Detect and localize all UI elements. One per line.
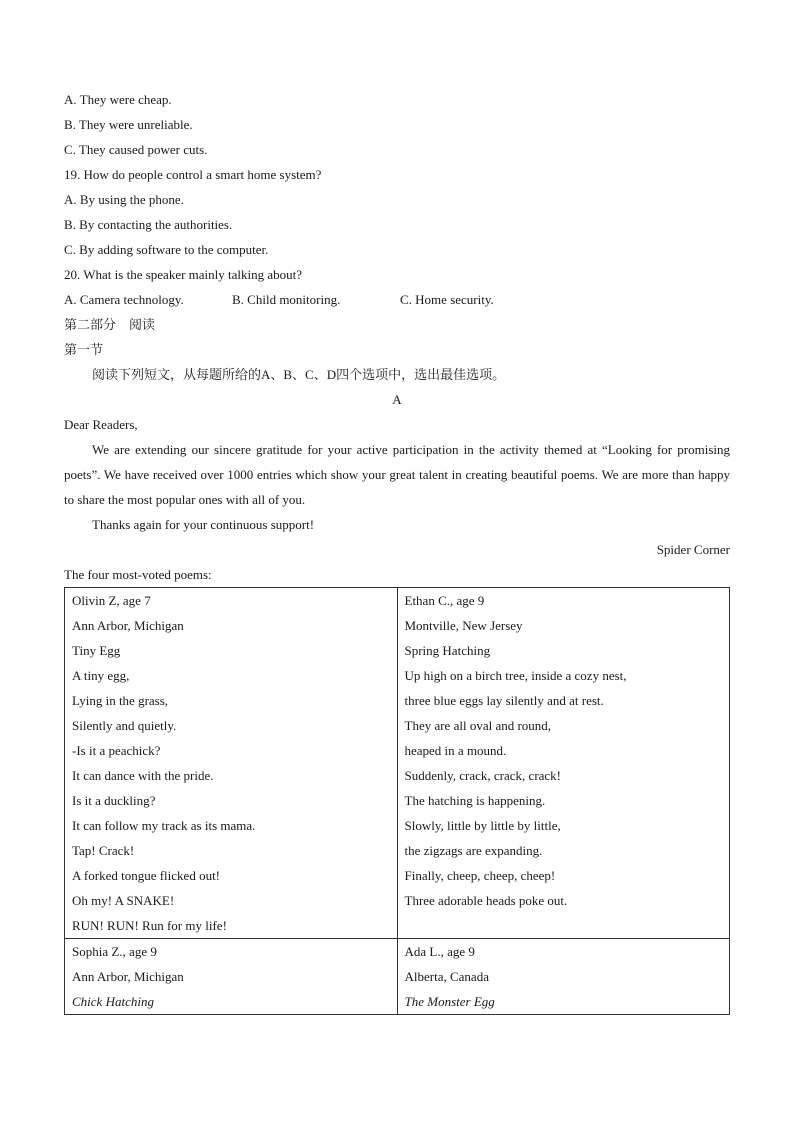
- poem-cell-2: [397, 588, 730, 939]
- poem-3-author: Sophia Z., age 9: [72, 944, 157, 959]
- poem-2-line: They are all oval and round,: [404, 718, 552, 733]
- poem-4-title: The Monster Egg: [404, 994, 495, 1009]
- q18-option-c: C. They caused power cuts.: [64, 142, 208, 157]
- poem-1-line: -Is it a peachick?: [72, 743, 161, 758]
- poem-2-line: Up high on a birch tree, inside a cozy nest,: [404, 668, 627, 683]
- passage-label: A: [392, 392, 402, 407]
- poem-1-line: A forked tongue flicked out!: [72, 868, 221, 883]
- table-row: [65, 939, 730, 1015]
- poem-4-author: Ada L., age 9: [404, 944, 475, 959]
- poem-cell-1: [65, 588, 398, 939]
- poem-2-line: Three adorable heads poke out.: [404, 893, 568, 908]
- poem-2-author: Ethan C., age 9: [404, 593, 485, 608]
- poem-1-line: It can dance with the pride.: [72, 768, 214, 783]
- poem-2-line: three blue eggs lay silently and at rest.: [404, 693, 604, 708]
- q19-option-a: A. By using the phone.: [64, 192, 184, 207]
- q19-option-c: C. By adding software to the computer.: [64, 242, 269, 257]
- poem-1-line: Oh my! A SNAKE!: [72, 893, 175, 908]
- poem-2-line: heaped in a mound.: [404, 743, 507, 758]
- exam-page: [64, 87, 730, 1015]
- q19-question: 19. How do people control a smart home system?: [64, 167, 322, 182]
- poem-3-title: Chick Hatching: [72, 994, 154, 1009]
- table-caption: The four most-voted poems:: [64, 567, 212, 582]
- poem-4-place: Alberta, Canada: [404, 969, 489, 984]
- poem-2-line: Slowly, little by little by little,: [404, 818, 561, 833]
- q18-option-a: A. They were cheap.: [64, 92, 172, 107]
- q20-option-a: A. Camera technology.: [64, 292, 184, 307]
- letter-greeting: Dear Readers,: [64, 417, 138, 432]
- poem-1-title: Tiny Egg: [72, 643, 121, 658]
- q20-options: [64, 287, 730, 312]
- letter-body: We are extending our sincere gratitude for your active participation in the activity themed at “Looking for promising poets”. We have received over 1000 entries which show your great talent in creating beautiful poems. We are more than happy to share the most popular ones with all of you.: [64, 442, 730, 507]
- poem-1-author: Olivin Z, age 7: [72, 593, 151, 608]
- poem-cell-3: [65, 939, 398, 1015]
- poem-2-line: The hatching is happening.: [404, 793, 546, 808]
- poems-table: [64, 587, 730, 1015]
- part-heading: 第二部分 阅读: [64, 317, 156, 332]
- letter-signature: Spider Corner: [656, 542, 730, 557]
- poem-cell-4: [397, 939, 730, 1015]
- q20-option-c: C. Home security.: [400, 292, 494, 307]
- table-row: [65, 588, 730, 939]
- letter-thanks: Thanks again for your continuous support!: [92, 517, 315, 532]
- poem-1-place: Ann Arbor, Michigan: [72, 618, 184, 633]
- poem-1-line: Silently and quietly.: [72, 718, 177, 733]
- reading-instruction: 阅读下列短文，从每题所给的A、B、C、D四个选项中，选出最佳选项。: [92, 367, 506, 382]
- poem-1-line: RUN! RUN! Run for my life!: [72, 918, 227, 933]
- poem-2-line: Suddenly, crack, crack, crack!: [404, 768, 562, 783]
- poem-2-title: Spring Hatching: [404, 643, 491, 658]
- subsection-heading: 第一节: [64, 342, 104, 357]
- q18-option-b: B. They were unreliable.: [64, 117, 193, 132]
- poem-1-line: Lying in the grass,: [72, 693, 169, 708]
- poem-1-line: It can follow my track as its mama.: [72, 818, 256, 833]
- poem-1-line: A tiny egg,: [72, 668, 130, 683]
- poem-1-line: Tap! Crack!: [72, 843, 135, 858]
- poem-2-line: the zigzags are expanding.: [404, 843, 543, 858]
- poem-1-line: Is it a duckling?: [72, 793, 156, 808]
- q20-option-b: B. Child monitoring.: [232, 292, 341, 307]
- q20-question: 20. What is the speaker mainly talking about?: [64, 267, 303, 282]
- poem-2-line: Finally, cheep, cheep, cheep!: [404, 868, 556, 883]
- poem-3-place: Ann Arbor, Michigan: [72, 969, 184, 984]
- poem-2-place: Montville, New Jersey: [404, 618, 523, 633]
- q19-option-b: B. By contacting the authorities.: [64, 217, 233, 232]
